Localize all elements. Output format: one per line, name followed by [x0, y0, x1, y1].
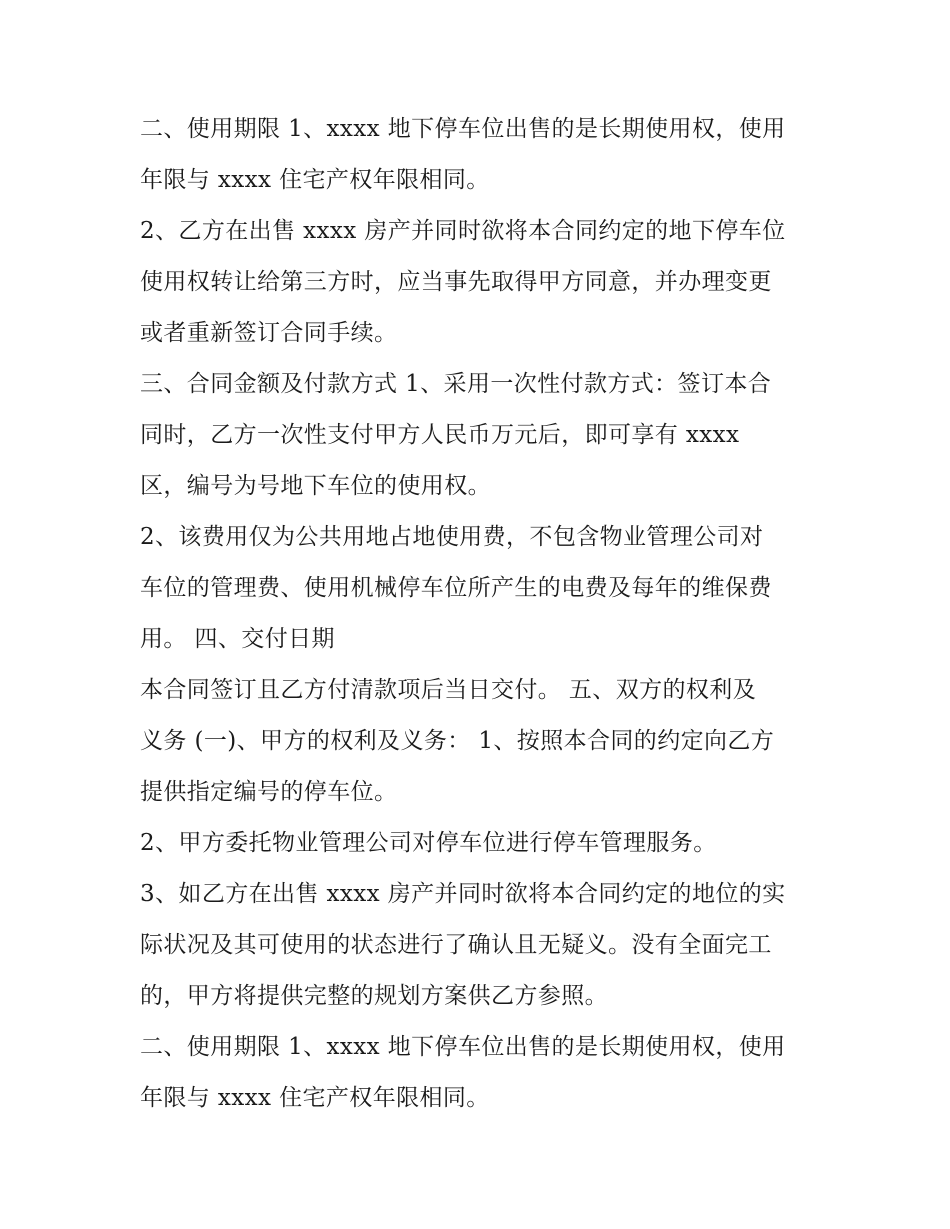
text-line: 2、甲方委托物业管理公司对停车位进行停车管理服务。 [140, 830, 717, 856]
text-line: 或者重新签订合同手续。 [140, 320, 398, 346]
text-line: 年限与 xxxx 住宅产权年限相同。 [140, 167, 490, 193]
text-line: 2、该费用仅为公共用地占地使用费，不包含物业管理公司对 [140, 524, 764, 550]
text-line: 义务 (一)、甲方的权利及义务： 1、按照本合同的约定向乙方 [140, 728, 775, 754]
text-line: 用。 四、交付日期 [140, 626, 335, 652]
text-line: 年限与 xxxx 住宅产权年限相同。 [140, 1085, 490, 1111]
text-line: 同时，乙方一次性支付甲方人民币万元后，即可享有 xxxx [140, 422, 740, 448]
text-line: 三、合同金额及付款方式 1、采用一次性付款方式：签订本合 [140, 371, 772, 397]
text-line: 提供指定编号的停车位。 [140, 779, 398, 805]
text-line: 际状况及其可使用的状态进行了确认且无疑义。没有全面完工 [140, 932, 772, 958]
text-line: 本合同签订且乙方付清款项后当日交付。 五、双方的权利及 [140, 677, 757, 703]
text-line: 二、使用期限 1、xxxx 地下停车位出售的是长期使用权，使用 [140, 116, 786, 142]
text-line: 车位的管理费、使用机械停车位所产生的电费及每年的维保费 [140, 575, 772, 601]
text-line: 二、使用期限 1、xxxx 地下停车位出售的是长期使用权，使用 [140, 1034, 786, 1060]
text-line: 2、乙方在出售 xxxx 房产并同时欲将本合同约定的地下停车位 [140, 218, 786, 244]
text-line: 使用权转让给第三方时，应当事先取得甲方同意，并办理变更 [140, 269, 772, 295]
document-body [140, 104, 820, 1124]
text-line: 3、如乙方在出售 xxxx 房产并同时欲将本合同约定的地位的实 [140, 881, 786, 907]
text-line: 区，编号为号地下车位的使用权。 [140, 473, 491, 499]
text-line: 的，甲方将提供完整的规划方案供乙方参照。 [140, 983, 608, 1009]
